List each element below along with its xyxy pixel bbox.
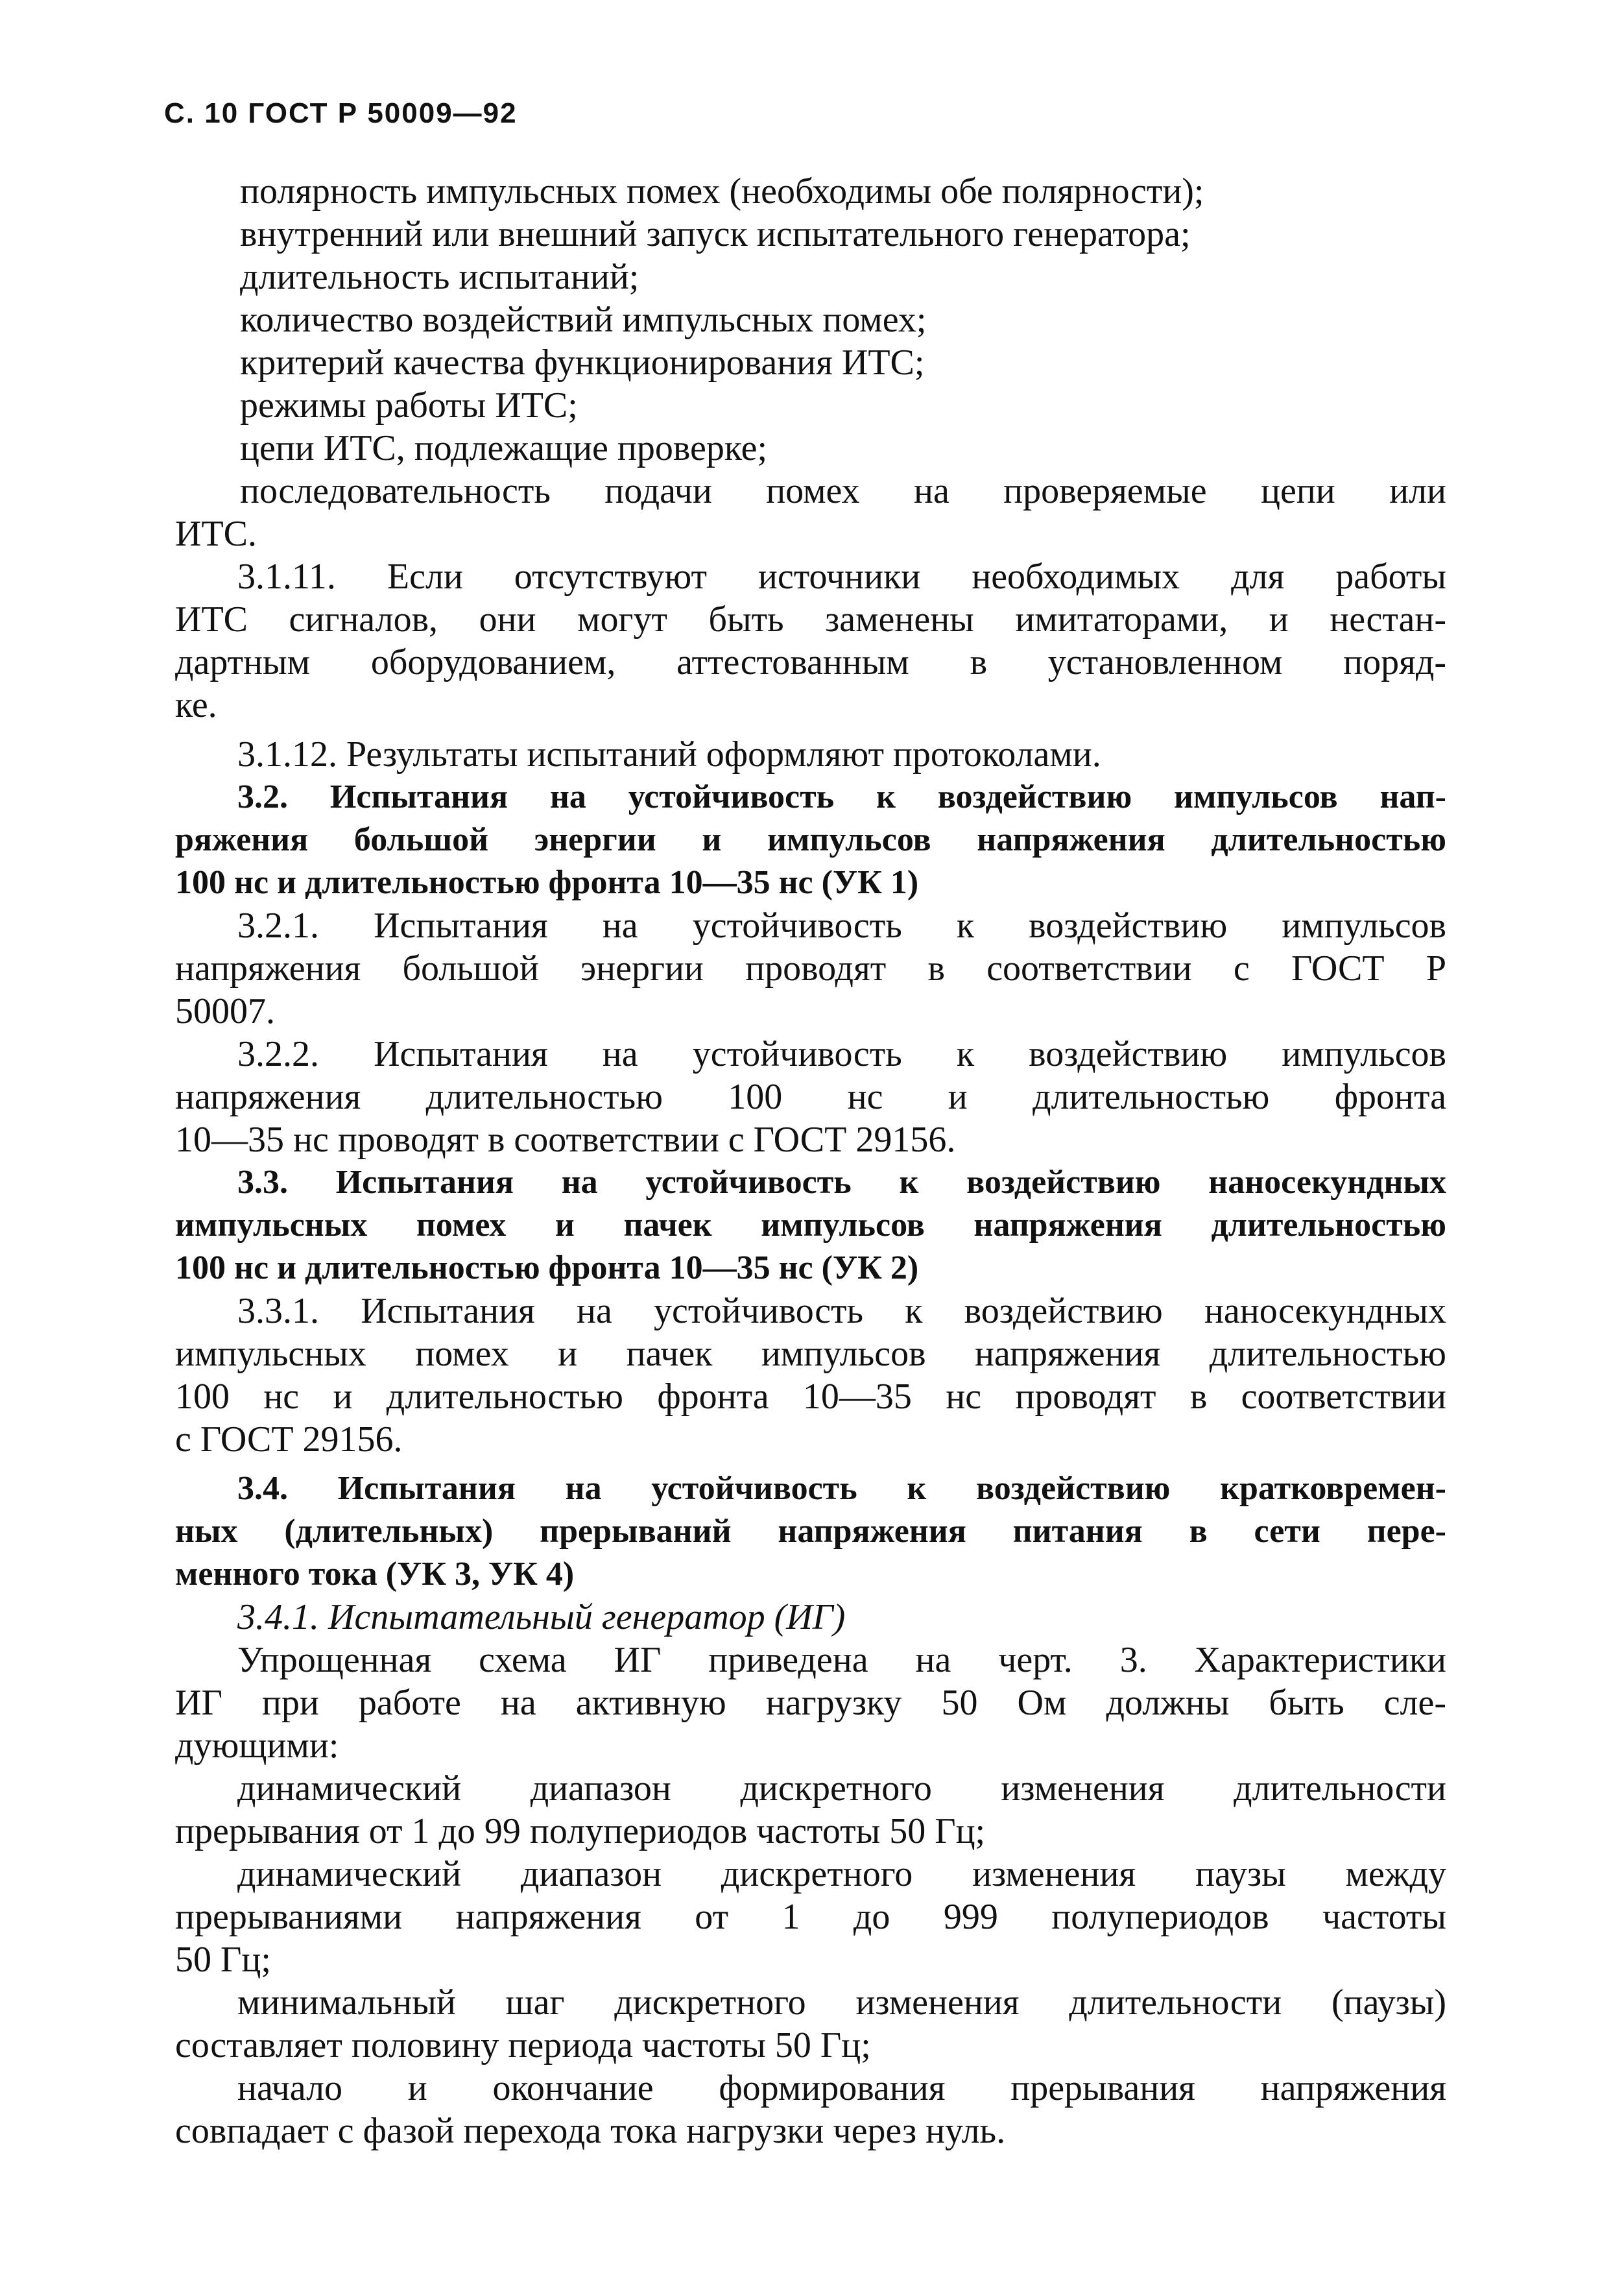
section-heading-3-4: 3.4. Испытания на устойчивость к воздействию кратковремен-	[237, 1470, 1446, 1507]
list-item: полярность импульсных помех (необходимы обе полярности);	[240, 171, 1204, 211]
paragraph-line: импульсных помех и пачек импульсов напряжения длительностью	[175, 1334, 1446, 1374]
page-header: С. 10 ГОСТ Р 50009—92	[164, 97, 518, 129]
section-heading-line: 100 нс и длительностью фронта 10—35 нс (УК 2)	[175, 1249, 919, 1286]
section-heading-line: импульсных помех и пачек импульсов напряжения длительностью	[175, 1207, 1446, 1244]
paragraph-line: прерывания от 1 до 99 полупериодов частоты 50 Гц;	[175, 1811, 986, 1851]
section-heading-3-3: 3.3. Испытания на устойчивость к воздействию наносекундных	[237, 1164, 1446, 1201]
clause-3-1-12: 3.1.12. Результаты испытаний оформляют протоколами.	[237, 734, 1101, 775]
paragraph-line: совпадает с фазой перехода тока нагрузки через нуль.	[175, 2111, 1006, 2151]
paragraph-line: прерываниями напряжения от 1 до 999 полупериодов частоты	[175, 1897, 1446, 1937]
list-item: внутренний или внешний запуск испытательного генератора;	[240, 214, 1191, 254]
list-item: количество воздействий импульсных помех;	[240, 300, 927, 340]
paragraph-line: Упрощенная схема ИГ приведена на черт. 3. Характеристики	[237, 1640, 1446, 1680]
paragraph-line: ИТС.	[175, 514, 257, 554]
paragraph-line: ИТС сигналов, они могут быть заменены имитаторами, и нестан-	[175, 599, 1446, 640]
clause-3-4-1-title: 3.4.1. Испытательный генератор (ИГ)	[237, 1597, 846, 1637]
section-heading-line: менного тока (УК 3, УК 4)	[175, 1556, 575, 1593]
list-item: режимы работы ИТС;	[240, 385, 578, 426]
list-item: динамический диапазон дискретного изменения паузы между	[237, 1854, 1446, 1894]
section-heading-3-2: 3.2. Испытания на устойчивость к воздействию импульсов нап-	[237, 778, 1446, 815]
paragraph-line: 100 нс и длительностью фронта 10—35 нс проводят в соответствии	[175, 1377, 1446, 1417]
section-heading-line: ряжения большой энергии и импульсов напряжения длительностью	[175, 821, 1446, 858]
paragraph-line: 50 Гц;	[175, 1940, 271, 1980]
list-item: динамический диапазон дискретного изменения длительности	[237, 1768, 1446, 1809]
paragraph-line: 10—35 нс проводят в соответствии с ГОСТ 29156.	[175, 1120, 956, 1160]
paragraph-line: напряжения большой энергии проводят в соответствии с ГОСТ Р	[175, 948, 1446, 989]
clause-3-1-11: 3.1.11. Если отсутствуют источники необходимых для работы	[237, 557, 1446, 597]
paragraph-line: 50007.	[175, 991, 275, 1031]
paragraph-line: с ГОСТ 29156.	[175, 1419, 403, 1460]
paragraph-line: дартным оборудованием, аттестованным в установленном поряд-	[175, 642, 1446, 682]
clause-3-2-1: 3.2.1. Испытания на устойчивость к воздействию импульсов	[237, 906, 1446, 946]
paragraph-line: ИГ при работе на активную нагрузку 50 Ом должны быть сле-	[175, 1683, 1446, 1723]
section-heading-line: 100 нс и длительностью фронта 10—35 нс (УК 1)	[175, 864, 919, 901]
list-item: критерий качества функционирования ИТС;	[240, 343, 925, 383]
paragraph-line: напряжения длительностью 100 нс и длительностью фронта	[175, 1077, 1446, 1117]
list-item: цепи ИТС, подлежащие проверке;	[240, 428, 768, 468]
clause-3-2-2: 3.2.2. Испытания на устойчивость к воздействию импульсов	[237, 1034, 1446, 1074]
list-item: минимальный шаг дискретного изменения длительности (паузы)	[237, 1982, 1446, 2023]
paragraph-line: ке.	[175, 685, 217, 725]
clause-3-3-1: 3.3.1. Испытания на устойчивость к воздействию наносекундных	[237, 1291, 1446, 1331]
list-item: начало и окончание формирования прерывания напряжения	[237, 2068, 1446, 2108]
list-item: последовательность подачи помех на проверяемые цепи или	[240, 471, 1446, 511]
list-item: длительность испытаний;	[240, 257, 639, 297]
paragraph-line: дующими:	[175, 1726, 339, 1766]
paragraph-line: составляет половину периода частоты 50 Гц;	[175, 2025, 871, 2065]
document-body	[175, 170, 1446, 2152]
section-heading-line: ных (длительных) прерываний напряжения питания в сети пере-	[175, 1513, 1446, 1550]
